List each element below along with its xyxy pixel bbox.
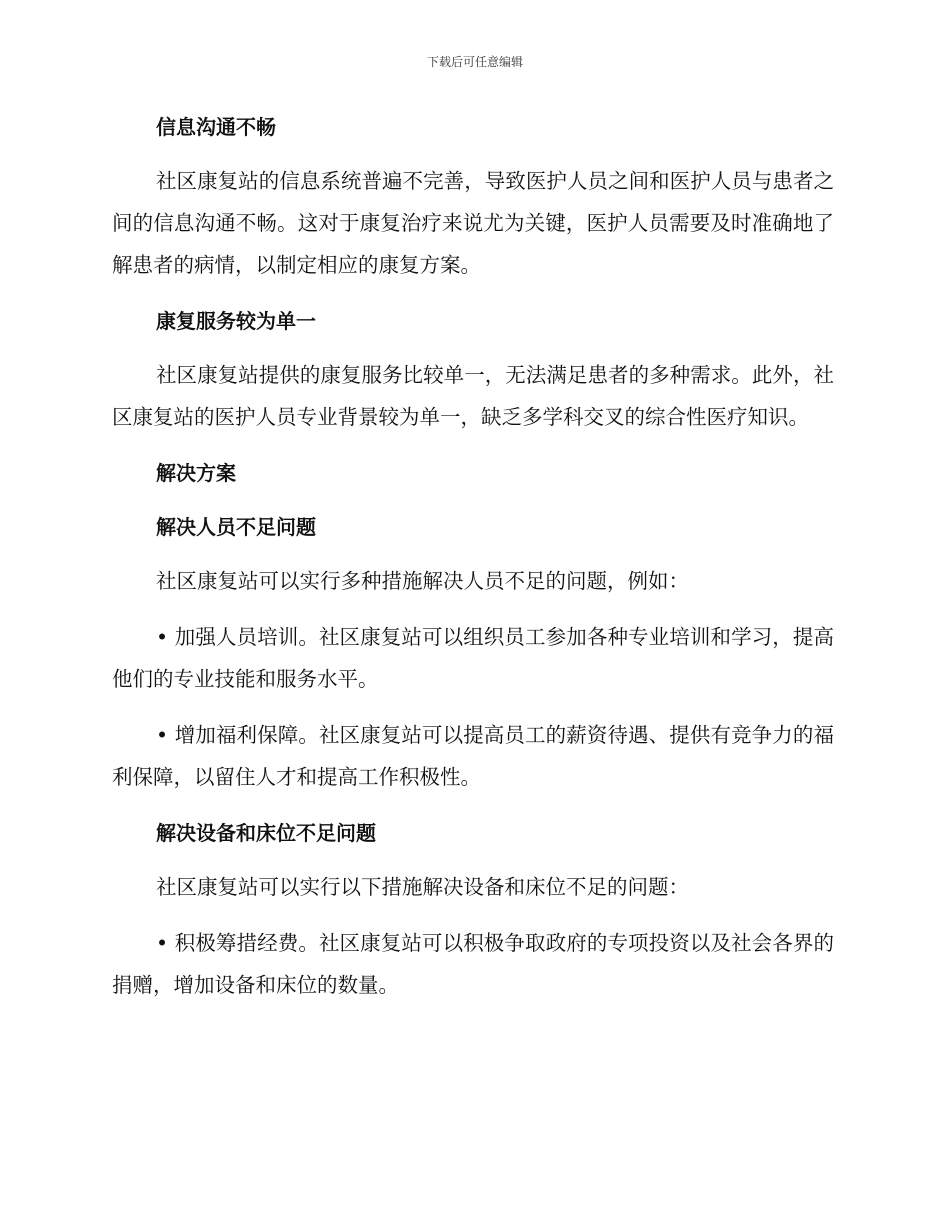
bullet-equipment-funding: • 积极筹措经费。社区康复站可以积极争取政府的专项投资以及社会各界的捐赠，增加设备和床位的数量。	[112, 931, 834, 997]
section-heading-communication: 信息沟通不畅	[156, 115, 276, 139]
section-heading-solutions: 解决方案	[156, 461, 236, 485]
paragraph-single-service: 社区康复站提供的康复服务比较单一，无法满足患者的多种需求。此外，社区康复站的医护人员专业背景较为单一，缺乏多学科交叉的综合性医疗知识。	[112, 363, 834, 429]
header-note: 下载后可任意编辑	[426, 55, 523, 69]
section-heading-staff-shortage: 解决人员不足问题	[156, 515, 316, 539]
paragraph-equipment-intro: 社区康复站可以实行以下措施解决设备和床位不足的问题：	[156, 875, 689, 899]
bullet-staff-welfare: • 增加福利保障。社区康复站可以提高员工的薪资待遇、提供有竞争力的福利保障，以留住人才和提高工作积极性。	[112, 723, 834, 789]
paragraph-communication: 社区康复站的信息系统普遍不完善，导致医护人员之间和医护人员与患者之间的信息沟通不畅。这对于康复治疗来说尤为关键，医护人员需要及时准确地了解患者的病情，以制定相应的康复方案。	[112, 169, 834, 277]
bullet-staff-training: • 加强人员培训。社区康复站可以组织员工参加各种专业培训和学习，提高他们的专业技能和服务水平。	[112, 625, 834, 691]
section-heading-equipment-shortage: 解决设备和床位不足问题	[156, 821, 376, 845]
section-heading-single-service: 康复服务较为单一	[156, 309, 316, 333]
paragraph-staff-intro: 社区康复站可以实行多种措施解决人员不足的问题，例如：	[156, 569, 689, 593]
document-body	[112, 108, 834, 1006]
